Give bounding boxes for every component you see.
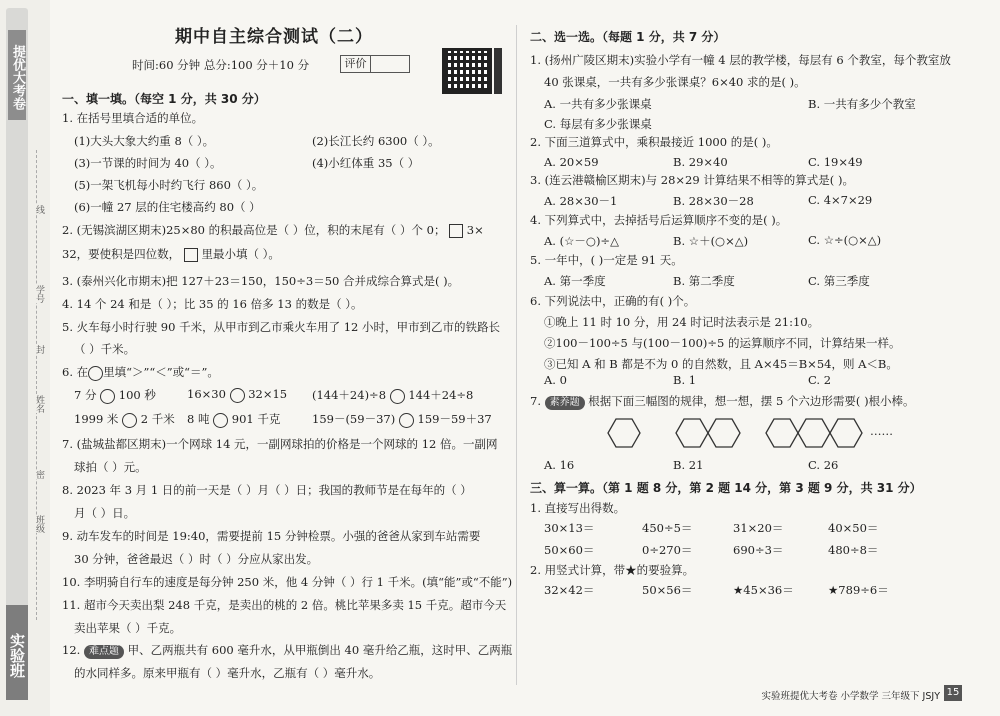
qr-side-bar: [494, 48, 502, 94]
s1-q5a: 5. 火车每小时行驶 90 千米，从甲市到乙市乘火车用了 12 小时，甲市到乙市的铁路长: [62, 320, 501, 334]
s2-q6-opt-a[interactable]: A. 0: [544, 373, 567, 387]
cmp-right: 2 千米: [140, 412, 175, 426]
cmp-right: 901 千克: [231, 412, 281, 426]
calc-item: 30×13＝: [544, 521, 595, 535]
cmp-right: 144＋24÷8: [408, 388, 474, 402]
s1-q2c: 32，要使积是四位数，: [62, 247, 181, 261]
s1-q6-row1c: [312, 387, 473, 404]
field-id-label: 学号: [34, 285, 44, 303]
s2-q3-opt-a[interactable]: A. 28×30－1: [544, 194, 618, 208]
s1-q5b: （ ）千米。: [74, 342, 136, 356]
cmp-left: 1999 米: [74, 412, 119, 426]
s2-q6-stmt-3: ③已知 A 和 B 都是不为 0 的自然数，且 A×45＝B×54，则 A＜B。: [544, 357, 898, 371]
calc-item: 0÷270＝: [642, 543, 693, 557]
answer-square[interactable]: [449, 224, 463, 238]
cut-line: [36, 150, 37, 620]
s2-q2-opt-b[interactable]: B. 29×40: [673, 155, 728, 169]
s1-q10: 10. 李明骑自行车的速度是每分钟 250 米，他 4 分钟（ ）行 1 千米。(填“能”或“不能”): [62, 575, 513, 589]
column-divider: [516, 25, 517, 685]
cmp-right: 159－59＋37: [417, 412, 492, 426]
s2-q7-opt-b[interactable]: B. 21: [673, 458, 704, 472]
s2-q1b: 40 张课桌，一共有多少张课桌？6×40 求的是( )。: [544, 75, 806, 89]
hexagon-3b: [798, 419, 830, 447]
s1-q1f: (6)一幢 27 层的住宅楼高约 80（ ）: [74, 200, 261, 214]
page-title: 期中自主综合测试（二）: [175, 27, 373, 47]
s2-q4: 4. 下列算式中，去掉括号后运算顺序不变的是( )。: [530, 213, 788, 227]
page-number: 15: [944, 685, 962, 701]
s1-q2-line1: [62, 222, 484, 238]
answer-circle[interactable]: [213, 413, 228, 428]
s2-q2-opt-c[interactable]: C. 19×49: [808, 155, 863, 169]
s2-q6-stmt-2: ②100－100÷5 与(100－100)÷5 的运算顺序不同，计算结果一样。: [544, 336, 901, 350]
s1-q1: 1. 在括号里填合适的单位。: [62, 111, 204, 125]
s1-q12-text: 甲、乙两瓶共有 600 毫升水，从甲瓶倒出 40 毫升给乙瓶，这时甲、乙两瓶: [127, 643, 513, 657]
hexagon-1: [608, 419, 640, 447]
s1-q12-num: 12.: [62, 643, 81, 657]
s2-q7-opt-c[interactable]: C. 26: [808, 458, 839, 472]
s1-q1e: (5)一架飞机每小时约飞行 860（ ）。: [74, 178, 264, 192]
s2-q5-opt-a[interactable]: A. 第一季度: [544, 274, 606, 288]
s1-q1d: (4)小红体重 35（ ）: [312, 156, 420, 170]
answer-circle[interactable]: [88, 366, 103, 381]
exam-meta: 时间:60 分钟 总分:100 分＋10 分: [132, 58, 310, 72]
s1-q1c: (3)一节课的时间为 40（ ）。: [74, 156, 222, 170]
field-seal-label: 封: [34, 345, 44, 354]
calc-item: ★789÷6＝: [828, 583, 889, 597]
s2-q7-num: 7.: [530, 394, 541, 408]
s1-q6-text-b: 里填“＞”“＜”或“＝”。: [103, 365, 219, 379]
section-1-heading: 一、填一填。（每空 1 分，共 30 分）: [62, 92, 266, 106]
s1-q12c: 的水同样多。原来甲瓶有（ ）毫升水，乙瓶有（ ）毫升水。: [74, 666, 381, 680]
calc-item: 32×42＝: [544, 583, 595, 597]
section-3-heading: 三、算一算。（第 1 题 8 分，第 2 题 14 分，第 3 题 9 分，共 31 分）: [530, 481, 922, 495]
field-close-label: 密: [34, 470, 44, 479]
s1-q2d: 里最小填（ ）。: [201, 247, 280, 261]
s1-q6-row1: [74, 387, 156, 404]
s1-q8b: 月（ ）日。: [74, 506, 136, 520]
s1-q6-row2b: [187, 411, 280, 428]
answer-circle[interactable]: [230, 388, 245, 403]
s1-q12: [62, 642, 512, 659]
calc-item: 50×60＝: [544, 543, 595, 557]
s2-q1-opt-a[interactable]: A. 一共有多少张课桌: [544, 97, 652, 111]
s2-q5-opt-b[interactable]: B. 第二季度: [673, 274, 735, 288]
calc-item: 31×20＝: [733, 521, 784, 535]
s2-q3-opt-b[interactable]: B. 28×30－28: [673, 194, 754, 208]
s2-q3-opt-c[interactable]: C. 4×7×29: [808, 193, 873, 207]
calc-item: 480÷8＝: [828, 543, 879, 557]
s2-q1a: 1. (扬州广陵区期末)实验小学有一幢 4 层的教学楼，每层有 6 个教室，每个教室放: [530, 53, 951, 67]
s2-q6: 6. 下列说法中，正确的有( )个。: [530, 294, 696, 308]
s1-q4: 4. 14 个 24 和是（ ）；比 35 的 16 倍多 13 的数是（ ）。: [62, 297, 363, 311]
s1-q6-row2: [74, 411, 175, 428]
calc-item: 50×56＝: [642, 583, 693, 597]
hexagon-3a: [766, 419, 798, 447]
field-name-label: 姓名: [34, 395, 44, 413]
s1-q1b: (2)长江长约 6300（ ）。: [312, 134, 440, 148]
cmp-left: (144＋24)÷8: [312, 388, 387, 402]
s1-q6-row1b: [187, 387, 287, 403]
s2-q6-opt-b[interactable]: B. 1: [673, 373, 697, 387]
eval-box[interactable]: [340, 55, 410, 73]
s3-q2: 2. 用竖式计算，带★的要验算。: [530, 563, 695, 577]
hexagon-2b: [708, 419, 740, 447]
cmp-left: 8 吨: [187, 412, 210, 426]
s1-q9b: 30 分钟，爸爸最迟（ ）时（ ）分应从家出发。: [74, 552, 319, 566]
hexagon-diagram: [606, 414, 876, 458]
brand-bottom-label: 实验班: [6, 605, 28, 700]
answer-circle[interactable]: [100, 389, 115, 404]
hexagon-3c: [830, 419, 862, 447]
s2-q4-opt-a[interactable]: A. (☆－○)÷△: [544, 234, 619, 248]
cmp-left: 7 分: [74, 388, 97, 402]
answer-circle[interactable]: [399, 413, 414, 428]
s1-q11b: 卖出苹果（ ）千克。: [74, 621, 182, 635]
s2-q1-opt-b[interactable]: B. 一共有多少个教室: [808, 97, 916, 111]
s1-q7a: 7. (盐城盐都区期末)一个网球 14 元，一副网球拍的价格是一个网球的 12 倍。一副网: [62, 437, 498, 451]
s1-q1a: (1)大头大象大约重 8（ ）。: [74, 134, 215, 148]
brand-top-label: 提优大考卷: [8, 30, 26, 120]
section-2-heading: 二、选一选。（每题 1 分，共 7 分）: [530, 30, 726, 44]
cmp-left: 16×30: [187, 387, 226, 401]
answer-circle[interactable]: [122, 413, 137, 428]
s1-q2a: 2. (无锡滨湖区期末)25×80 的积最高位是（ ）位，积的末尾有（ ）个 0；: [62, 223, 446, 237]
s1-q8: 8. 2023 年 3 月 1 日的前一天是（ ）月（ ）日；我国的教师节是在每年的（ ）: [62, 483, 472, 497]
s2-q6-stmt-1: ①晚上 11 时 10 分，用 24 时记时法表示是 21:10。: [544, 315, 820, 329]
s2-q5-opt-c[interactable]: C. 第三季度: [808, 274, 870, 288]
eval-label: 评价: [341, 56, 371, 72]
cmp-right: 32×15: [248, 387, 288, 401]
s1-q6-text: 6. 在: [62, 365, 89, 379]
s2-q7-text: 根据下面三幅图的规律，想一想，摆 5 个六边形需要( )根小棒。: [588, 394, 915, 408]
s1-q9a: 9. 动车发车的时间是 19:40，需要提前 15 分钟检票。小强的爸爸从家到车站需要: [62, 529, 481, 543]
literacy-tag: 素养题: [545, 396, 585, 410]
cmp-right: 100 秒: [118, 388, 156, 402]
s2-q3: 3. (连云港赣榆区期末)与 28×29 计算结果不相等的算式是( )。: [530, 173, 854, 187]
s1-q11a: 11. 超市今天卖出梨 248 千克，是卖出的桃的 2 倍。桃比苹果多卖 15 千克。超市今天: [62, 598, 507, 612]
s1-q2-line2: [62, 246, 280, 262]
s1-q6-row2c: [312, 411, 492, 428]
field-class-label: 班级: [34, 515, 44, 533]
s2-q5: 5. 一年中，( )一定是 91 天。: [530, 253, 683, 267]
qr-code-icon: [442, 48, 492, 94]
calc-item: 450÷5＝: [642, 521, 693, 535]
difficulty-tag: 难点题: [84, 645, 124, 659]
binding-strip: [0, 0, 50, 716]
s2-q6-opt-c[interactable]: C. 2: [808, 373, 832, 387]
s2-q4-opt-b[interactable]: B. ☆＋(○×△): [673, 234, 749, 248]
hexagon-2a: [676, 419, 708, 447]
calc-item: 690÷3＝: [733, 543, 784, 557]
field-line-label: 线: [34, 205, 44, 214]
s2-q7-ellipsis: ……: [870, 424, 893, 438]
answer-circle[interactable]: [390, 389, 405, 404]
s2-q2-opt-a[interactable]: A. 20×59: [544, 155, 599, 169]
s1-q3: 3. (泰州兴化市期末)把 127＋23＝150，150÷3＝50 合并成综合算式是( )。: [62, 274, 460, 288]
s2-q7-opt-a[interactable]: A. 16: [544, 458, 575, 472]
calc-item: 40×50＝: [828, 521, 879, 535]
s2-q7: [530, 393, 915, 410]
s1-q6: [62, 364, 219, 381]
s1-q2b: 3×: [466, 223, 484, 237]
s2-q1-opt-c[interactable]: C. 每层有多少张课桌: [544, 117, 652, 131]
s3-q1: 1. 直接写出得数。: [530, 501, 626, 515]
hexagon-figures: [606, 414, 876, 458]
footer-text: 实验班提优大考卷 小学数学 三年级下 JSJY: [761, 691, 940, 702]
cmp-left: 159－(59－37): [312, 412, 396, 426]
s2-q2: 2. 下面三道算式中，乘积最接近 1000 的是( )。: [530, 135, 778, 149]
s1-q7b: 球拍（ ）元。: [74, 460, 147, 474]
calc-item: ★45×36＝: [733, 583, 794, 597]
answer-square[interactable]: [184, 248, 198, 262]
s2-q4-opt-c[interactable]: C. ☆÷(○×△): [808, 233, 882, 247]
